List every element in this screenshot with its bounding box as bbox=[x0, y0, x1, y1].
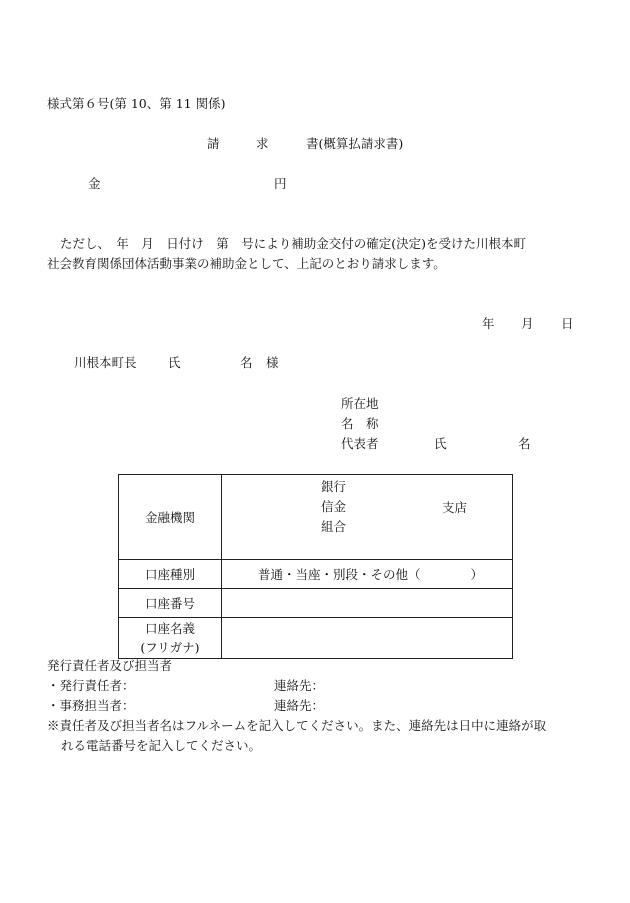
staff-label: ・事務担当者： bbox=[47, 698, 135, 713]
applicant-name-label: 名 称 bbox=[341, 416, 379, 431]
account-type-options: 普通・当座・別段・その他（ ） bbox=[222, 560, 513, 589]
note-line-2: れる電話番号を記入してください。 bbox=[61, 738, 262, 753]
amount-unit: 円 bbox=[274, 176, 287, 191]
footer-heading: 発行責任者及び担当者 bbox=[47, 658, 173, 673]
addressee-title: 川根本町長 bbox=[74, 355, 137, 370]
title-part-1: 請 bbox=[207, 136, 220, 151]
applicant-rep-label: 代表者 bbox=[341, 436, 379, 451]
applicant-location-label: 所在地 bbox=[341, 396, 379, 411]
table-row bbox=[119, 589, 513, 618]
bank-type-list bbox=[321, 477, 346, 537]
bank-type-kumiai: 組合 bbox=[321, 519, 347, 534]
date-month: 月 bbox=[521, 316, 534, 331]
account-name-kana-label: (フリガナ) bbox=[140, 640, 200, 655]
applicant-rep-shi: 氏 bbox=[434, 436, 447, 451]
note-line-1: ※責任者及び担当者名はフルネームを記入してください。また、連絡先は日中に連絡が取 bbox=[47, 718, 547, 733]
addressee-mei: 名 bbox=[240, 355, 253, 370]
title-part-3: 書(概算払請求書) bbox=[306, 136, 404, 151]
institution-value bbox=[222, 475, 513, 560]
date-year: 年 bbox=[482, 316, 495, 331]
bank-type-bank: 銀行 bbox=[321, 479, 347, 494]
amount-label: 金 bbox=[88, 176, 101, 191]
bank-type-shinkin: 信金 bbox=[321, 499, 347, 514]
account-number-value bbox=[222, 589, 513, 618]
form-number: 様式第６号(第 10、第 11 関係) bbox=[47, 96, 226, 111]
table-row bbox=[119, 560, 513, 589]
addressee-shi: 氏 bbox=[168, 355, 181, 370]
bank-account-table bbox=[118, 474, 513, 659]
issuer-contact-label: 連絡先： bbox=[274, 678, 325, 693]
addressee-sama: 様 bbox=[266, 355, 279, 370]
applicant-rep-mei: 名 bbox=[518, 436, 531, 451]
institution-label: 金融機関 bbox=[119, 475, 222, 560]
title-part-2: 求 bbox=[256, 136, 269, 151]
issuer-label: ・発行責任者： bbox=[47, 678, 135, 693]
account-name-label-cell bbox=[119, 618, 222, 659]
table-row bbox=[119, 618, 513, 659]
table-row bbox=[119, 475, 513, 560]
date-day: 日 bbox=[561, 316, 574, 331]
account-number-label: 口座番号 bbox=[119, 589, 222, 618]
account-name-label: 口座名義 bbox=[144, 621, 195, 636]
account-type-label: 口座種別 bbox=[119, 560, 222, 589]
body-line-2: 社会教育関係団体活動事業の補助金として、上記のとおり請求します。 bbox=[47, 256, 446, 271]
staff-contact-label: 連絡先： bbox=[274, 698, 325, 713]
body-line-1: ただし、 年 月 日付け 第 号により補助金交付の確定(決定)を受けた川根本町 bbox=[60, 236, 527, 251]
account-name-value bbox=[222, 618, 513, 659]
branch-label: 支店 bbox=[442, 500, 468, 515]
